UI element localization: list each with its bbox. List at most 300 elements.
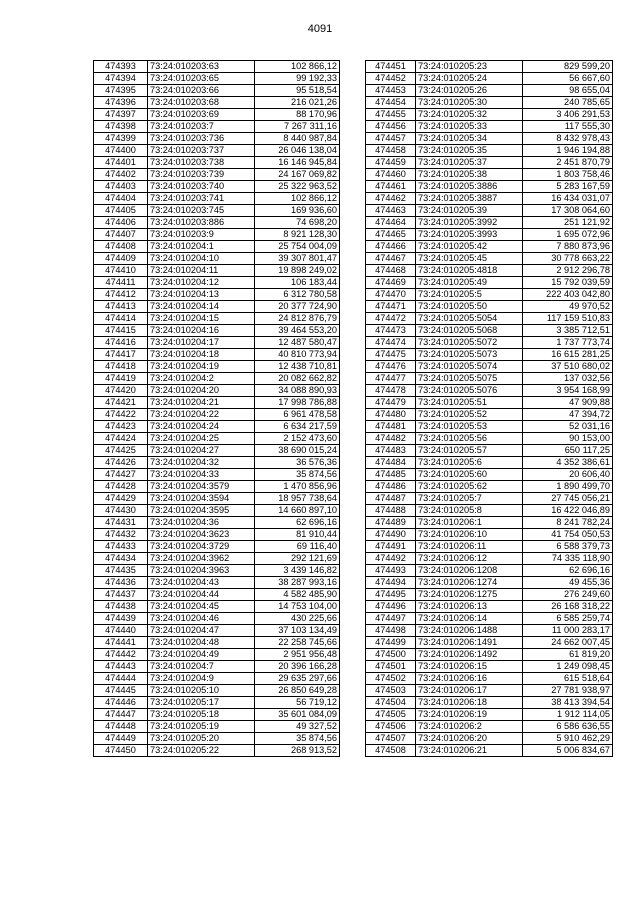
cadastral-number-cell: 73:24:010204:22	[148, 409, 255, 421]
cadastral-number-cell: 73:24:010205:60	[416, 469, 523, 481]
cadastral-number-cell: 73:24:010205:3992	[416, 217, 523, 229]
cadastral-number-cell: 73:24:010204:46	[148, 613, 255, 625]
row-id-cell: 474502	[366, 673, 416, 685]
table-row	[94, 469, 340, 481]
table-row	[366, 745, 613, 757]
cadastral-number-cell: 73:24:010205:10	[148, 685, 255, 697]
row-id-cell: 474508	[366, 745, 416, 757]
table-row	[94, 529, 340, 541]
value-cell: 1 737 773,74	[523, 337, 613, 349]
value-cell: 1 695 072,96	[523, 229, 613, 241]
table-row	[366, 397, 613, 409]
value-cell: 4 582 485,90	[255, 589, 340, 601]
table-row	[94, 637, 340, 649]
row-id-cell: 474406	[94, 217, 148, 229]
cadastral-number-cell: 73:24:010205:22	[148, 745, 255, 757]
value-cell: 4 352 386,61	[523, 457, 613, 469]
cadastral-number-cell: 73:24:010204:3962	[148, 553, 255, 565]
table-row	[94, 589, 340, 601]
value-cell: 6 588 379,73	[523, 541, 613, 553]
value-cell: 56 667,60	[523, 73, 613, 85]
cadastral-number-cell: 73:24:010205:8	[416, 505, 523, 517]
value-cell: 34 088 890,93	[255, 385, 340, 397]
cadastral-number-cell: 73:24:010205:42	[416, 241, 523, 253]
cadastral-number-cell: 73:24:010205:17	[148, 697, 255, 709]
value-cell: 3 385 712,51	[523, 325, 613, 337]
cadastral-number-cell: 73:24:010205:4818	[416, 265, 523, 277]
table-row	[366, 661, 613, 673]
value-cell: 6 961 478,58	[255, 409, 340, 421]
row-id-cell: 474421	[94, 397, 148, 409]
value-cell: 8 440 987,84	[255, 133, 340, 145]
value-cell: 8 241 782,24	[523, 517, 613, 529]
row-id-cell: 474442	[94, 649, 148, 661]
row-id-cell: 474412	[94, 289, 148, 301]
table-row	[94, 73, 340, 85]
cadastral-number-cell: 73:24:010205:26	[416, 85, 523, 97]
value-cell: 22 258 745,66	[255, 637, 340, 649]
cadastral-number-cell: 73:24:010204:47	[148, 625, 255, 637]
value-cell: 41 754 050,53	[523, 529, 613, 541]
value-cell: 6 585 259,74	[523, 613, 613, 625]
table-row	[366, 61, 613, 73]
row-id-cell: 474485	[366, 469, 416, 481]
row-id-cell: 474400	[94, 145, 148, 157]
row-id-cell: 474395	[94, 85, 148, 97]
value-cell: 8 432 978,43	[523, 133, 613, 145]
row-id-cell: 474398	[94, 121, 148, 133]
table-row	[94, 325, 340, 337]
table-row	[366, 229, 613, 241]
cadastral-number-cell: 73:24:010204:3623	[148, 529, 255, 541]
cadastral-number-cell: 73:24:010205:5	[416, 289, 523, 301]
cadastral-number-cell: 73:24:010204:24	[148, 421, 255, 433]
table-row	[366, 277, 613, 289]
table-row	[366, 541, 613, 553]
cadastral-number-cell: 73:24:010205:51	[416, 397, 523, 409]
value-cell: 1 803 758,46	[523, 169, 613, 181]
value-cell: 1 470 856,96	[255, 481, 340, 493]
value-cell: 16 615 281,25	[523, 349, 613, 361]
table-row	[366, 337, 613, 349]
value-cell: 222 403 042,80	[523, 289, 613, 301]
value-cell: 5 283 167,59	[523, 181, 613, 193]
cadastral-number-cell: 73:24:010204:9	[148, 673, 255, 685]
row-id-cell: 474453	[366, 85, 416, 97]
value-cell: 615 518,64	[523, 673, 613, 685]
row-id-cell: 474426	[94, 457, 148, 469]
row-id-cell: 474425	[94, 445, 148, 457]
table-row	[94, 109, 340, 121]
table-row	[94, 505, 340, 517]
cadastral-number-cell: 73:24:010204:45	[148, 601, 255, 613]
row-id-cell: 474440	[94, 625, 148, 637]
value-cell: 49 327,52	[255, 721, 340, 733]
row-id-cell: 474427	[94, 469, 148, 481]
table-row	[94, 205, 340, 217]
register-table-left-body	[94, 61, 340, 757]
table-row	[366, 697, 613, 709]
value-cell: 12 438 710,81	[255, 361, 340, 373]
cadastral-number-cell: 73:24:010205:18	[148, 709, 255, 721]
cadastral-number-cell: 73:24:010205:7	[416, 493, 523, 505]
table-row	[94, 361, 340, 373]
table-row	[94, 97, 340, 109]
value-cell: 35 874,56	[255, 469, 340, 481]
row-id-cell: 474506	[366, 721, 416, 733]
cadastral-number-cell: 73:24:010205:3886	[416, 181, 523, 193]
row-id-cell: 474461	[366, 181, 416, 193]
value-cell: 14 753 104,00	[255, 601, 340, 613]
cadastral-number-cell: 73:24:010204:33	[148, 469, 255, 481]
row-id-cell: 474505	[366, 709, 416, 721]
table-row	[366, 385, 613, 397]
row-id-cell: 474405	[94, 205, 148, 217]
cadastral-number-cell: 73:24:010204:18	[148, 349, 255, 361]
cadastral-number-cell: 73:24:010206:18	[416, 697, 523, 709]
table-row	[94, 313, 340, 325]
row-id-cell: 474449	[94, 733, 148, 745]
table-row	[366, 601, 613, 613]
row-id-cell: 474452	[366, 73, 416, 85]
row-id-cell: 474504	[366, 697, 416, 709]
cadastral-number-cell: 73:24:010204:3594	[148, 493, 255, 505]
cadastral-number-cell: 73:24:010203:741	[148, 193, 255, 205]
table-row	[94, 421, 340, 433]
table-row	[366, 97, 613, 109]
value-cell: 38 287 993,16	[255, 577, 340, 589]
row-id-cell: 474468	[366, 265, 416, 277]
row-id-cell: 474448	[94, 721, 148, 733]
cadastral-number-cell: 73:24:010204:16	[148, 325, 255, 337]
value-cell: 99 192,33	[255, 73, 340, 85]
row-id-cell: 474471	[366, 301, 416, 313]
value-cell: 7 267 311,16	[255, 121, 340, 133]
value-cell: 24 812 876,79	[255, 313, 340, 325]
table-row	[366, 133, 613, 145]
cadastral-number-cell: 73:24:010205:50	[416, 301, 523, 313]
row-id-cell: 474489	[366, 517, 416, 529]
cadastral-number-cell: 73:24:010205:49	[416, 277, 523, 289]
row-id-cell: 474401	[94, 157, 148, 169]
row-id-cell: 474409	[94, 253, 148, 265]
table-row	[366, 205, 613, 217]
cadastral-number-cell: 73:24:010204:21	[148, 397, 255, 409]
table-row	[366, 445, 613, 457]
value-cell: 20 082 662,82	[255, 373, 340, 385]
value-cell: 49 455,36	[523, 577, 613, 589]
cadastral-number-cell: 73:24:010205:30	[416, 97, 523, 109]
cadastral-number-cell: 73:24:010204:1	[148, 241, 255, 253]
table-row	[366, 673, 613, 685]
value-cell: 37 103 134,49	[255, 625, 340, 637]
value-cell: 430 225,66	[255, 613, 340, 625]
table-row	[94, 673, 340, 685]
value-cell: 24 662 007,45	[523, 637, 613, 649]
cadastral-number-cell: 73:24:010204:36	[148, 517, 255, 529]
row-id-cell: 474415	[94, 325, 148, 337]
table-row	[94, 553, 340, 565]
table-row	[94, 613, 340, 625]
row-id-cell: 474460	[366, 169, 416, 181]
value-cell: 3 954 168,99	[523, 385, 613, 397]
table-row	[94, 133, 340, 145]
value-cell: 16 434 031,07	[523, 193, 613, 205]
row-id-cell: 474476	[366, 361, 416, 373]
cadastral-number-cell: 73:24:010204:2	[148, 373, 255, 385]
value-cell: 650 117,25	[523, 445, 613, 457]
cadastral-number-cell: 73:24:010206:1	[416, 517, 523, 529]
row-id-cell: 474435	[94, 565, 148, 577]
table-row	[366, 433, 613, 445]
cadastral-number-cell: 73:24:010205:45	[416, 253, 523, 265]
cadastral-number-cell: 73:24:010203:736	[148, 133, 255, 145]
row-id-cell: 474419	[94, 373, 148, 385]
row-id-cell: 474457	[366, 133, 416, 145]
cadastral-number-cell: 73:24:010204:25	[148, 433, 255, 445]
table-row	[366, 181, 613, 193]
cadastral-number-cell: 73:24:010204:44	[148, 589, 255, 601]
row-id-cell: 474469	[366, 277, 416, 289]
table-row	[94, 193, 340, 205]
value-cell: 2 451 870,79	[523, 157, 613, 169]
cadastral-number-cell: 73:24:010205:34	[416, 133, 523, 145]
table-row	[366, 409, 613, 421]
cadastral-number-cell: 73:24:010204:48	[148, 637, 255, 649]
row-id-cell: 474407	[94, 229, 148, 241]
row-id-cell: 474484	[366, 457, 416, 469]
value-cell: 2 152 473,60	[255, 433, 340, 445]
value-cell: 2 912 296,78	[523, 265, 613, 277]
cadastral-number-cell: 73:24:010203:886	[148, 217, 255, 229]
table-row	[94, 265, 340, 277]
table-row	[366, 529, 613, 541]
row-id-cell: 474498	[366, 625, 416, 637]
table-row	[366, 733, 613, 745]
table-row	[366, 373, 613, 385]
table-row	[94, 397, 340, 409]
value-cell: 7 880 873,96	[523, 241, 613, 253]
value-cell: 169 936,60	[255, 205, 340, 217]
table-row	[366, 565, 613, 577]
cadastral-number-cell: 73:24:010203:65	[148, 73, 255, 85]
cadastral-number-cell: 73:24:010204:3595	[148, 505, 255, 517]
row-id-cell: 474447	[94, 709, 148, 721]
cadastral-number-cell: 73:24:010204:3729	[148, 541, 255, 553]
table-row	[94, 697, 340, 709]
cadastral-number-cell: 73:24:010205:6	[416, 457, 523, 469]
row-id-cell: 474408	[94, 241, 148, 253]
value-cell: 61 819,20	[523, 649, 613, 661]
value-cell: 24 167 069,82	[255, 169, 340, 181]
cadastral-number-cell: 73:24:010205:37	[416, 157, 523, 169]
table-row	[366, 193, 613, 205]
row-id-cell: 474465	[366, 229, 416, 241]
table-row	[366, 637, 613, 649]
register-table-right-body	[366, 61, 613, 757]
table-row	[94, 229, 340, 241]
cadastral-number-cell: 73:24:010206:14	[416, 613, 523, 625]
value-cell: 56 719,12	[255, 697, 340, 709]
table-row	[94, 121, 340, 133]
row-id-cell: 474432	[94, 529, 148, 541]
table-row	[94, 649, 340, 661]
cadastral-number-cell: 73:24:010205:24	[416, 73, 523, 85]
value-cell: 20 396 166,28	[255, 661, 340, 673]
row-id-cell: 474481	[366, 421, 416, 433]
row-id-cell: 474450	[94, 745, 148, 757]
value-cell: 52 031,16	[523, 421, 613, 433]
value-cell: 240 785,65	[523, 97, 613, 109]
row-id-cell: 474490	[366, 529, 416, 541]
row-id-cell: 474497	[366, 613, 416, 625]
table-row	[366, 589, 613, 601]
table-row	[94, 409, 340, 421]
table-row	[94, 277, 340, 289]
table-row	[366, 493, 613, 505]
table-row	[94, 385, 340, 397]
value-cell: 15 792 039,59	[523, 277, 613, 289]
row-id-cell: 474451	[366, 61, 416, 73]
table-row	[366, 469, 613, 481]
value-cell: 29 635 297,66	[255, 673, 340, 685]
row-id-cell: 474422	[94, 409, 148, 421]
cadastral-number-cell: 73:24:010204:32	[148, 457, 255, 469]
row-id-cell: 474438	[94, 601, 148, 613]
cadastral-number-cell: 73:24:010204:7	[148, 661, 255, 673]
row-id-cell: 474420	[94, 385, 148, 397]
table-row	[94, 85, 340, 97]
value-cell: 16 422 046,89	[523, 505, 613, 517]
cadastral-number-cell: 73:24:010206:1491	[416, 637, 523, 649]
table-row	[366, 613, 613, 625]
row-id-cell: 474410	[94, 265, 148, 277]
value-cell: 27 781 938,97	[523, 685, 613, 697]
row-id-cell: 474501	[366, 661, 416, 673]
cadastral-number-cell: 73:24:010205:23	[416, 61, 523, 73]
value-cell: 36 576,36	[255, 457, 340, 469]
cadastral-number-cell: 73:24:010206:10	[416, 529, 523, 541]
register-table-left	[93, 60, 340, 757]
table-row	[366, 289, 613, 301]
value-cell: 1 249 098,45	[523, 661, 613, 673]
row-id-cell: 474397	[94, 109, 148, 121]
cadastral-number-cell: 73:24:010206:16	[416, 673, 523, 685]
value-cell: 39 464 553,20	[255, 325, 340, 337]
value-cell: 3 439 146,82	[255, 565, 340, 577]
row-id-cell: 474467	[366, 253, 416, 265]
value-cell: 106 183,44	[255, 277, 340, 289]
value-cell: 20 377 724,90	[255, 301, 340, 313]
table-row	[366, 217, 613, 229]
value-cell: 6 312 780,58	[255, 289, 340, 301]
page-number: 4091	[307, 23, 333, 35]
table-row	[94, 661, 340, 673]
table-row	[366, 505, 613, 517]
cadastral-number-cell: 73:24:010205:52	[416, 409, 523, 421]
value-cell: 3 406 291,53	[523, 109, 613, 121]
cadastral-number-cell: 73:24:010205:35	[416, 145, 523, 157]
table-row	[366, 457, 613, 469]
table-row	[366, 517, 613, 529]
table-row	[366, 361, 613, 373]
value-cell: 74 335 118,90	[523, 553, 613, 565]
row-id-cell: 474437	[94, 589, 148, 601]
cadastral-number-cell: 73:24:010204:10	[148, 253, 255, 265]
row-id-cell: 474455	[366, 109, 416, 121]
cadastral-number-cell: 73:24:010206:17	[416, 685, 523, 697]
cadastral-number-cell: 73:24:010206:2	[416, 721, 523, 733]
row-id-cell: 474430	[94, 505, 148, 517]
table-row	[366, 325, 613, 337]
value-cell: 30 778 663,22	[523, 253, 613, 265]
cadastral-number-cell: 73:24:010205:5076	[416, 385, 523, 397]
value-cell: 268 913,52	[255, 745, 340, 757]
cadastral-number-cell: 73:24:010205:33	[416, 121, 523, 133]
row-id-cell: 474466	[366, 241, 416, 253]
value-cell: 88 170,96	[255, 109, 340, 121]
table-row	[366, 109, 613, 121]
cadastral-number-cell: 73:24:010204:12	[148, 277, 255, 289]
row-id-cell: 474475	[366, 349, 416, 361]
value-cell: 2 951 956,48	[255, 649, 340, 661]
cadastral-number-cell: 73:24:010203:737	[148, 145, 255, 157]
table-row	[94, 685, 340, 697]
table-row	[94, 493, 340, 505]
row-id-cell: 474462	[366, 193, 416, 205]
value-cell: 11 000 283,17	[523, 625, 613, 637]
row-id-cell: 474433	[94, 541, 148, 553]
cadastral-number-cell: 73:24:010205:62	[416, 481, 523, 493]
row-id-cell: 474456	[366, 121, 416, 133]
value-cell: 25 754 004,09	[255, 241, 340, 253]
row-id-cell: 474394	[94, 73, 148, 85]
value-cell: 5 006 834,67	[523, 745, 613, 757]
value-cell: 95 518,54	[255, 85, 340, 97]
value-cell: 6 634 217,59	[255, 421, 340, 433]
table-row	[94, 253, 340, 265]
row-id-cell: 474444	[94, 673, 148, 685]
row-id-cell: 474424	[94, 433, 148, 445]
value-cell: 98 655,04	[523, 85, 613, 97]
table-row	[366, 121, 613, 133]
value-cell: 35 874,56	[255, 733, 340, 745]
value-cell: 117 555,30	[523, 121, 613, 133]
cadastral-number-cell: 73:24:010205:3993	[416, 229, 523, 241]
row-id-cell: 474479	[366, 397, 416, 409]
row-id-cell: 474482	[366, 433, 416, 445]
table-row	[366, 721, 613, 733]
cadastral-number-cell: 73:24:010204:49	[148, 649, 255, 661]
table-row	[366, 577, 613, 589]
table-row	[94, 721, 340, 733]
value-cell: 18 957 738,64	[255, 493, 340, 505]
cadastral-number-cell: 73:24:010206:13	[416, 601, 523, 613]
row-id-cell: 474507	[366, 733, 416, 745]
value-cell: 251 121,92	[523, 217, 613, 229]
table-row	[366, 169, 613, 181]
value-cell: 829 599,20	[523, 61, 613, 73]
cadastral-number-cell: 73:24:010205:5073	[416, 349, 523, 361]
value-cell: 26 168 318,22	[523, 601, 613, 613]
cadastral-number-cell: 73:24:010204:19	[148, 361, 255, 373]
value-cell: 38 413 394,54	[523, 697, 613, 709]
cadastral-number-cell: 73:24:010203:63	[148, 61, 255, 73]
cadastral-number-cell: 73:24:010203:740	[148, 181, 255, 193]
row-id-cell: 474491	[366, 541, 416, 553]
value-cell: 17 998 786,88	[255, 397, 340, 409]
cadastral-number-cell: 73:24:010205:53	[416, 421, 523, 433]
